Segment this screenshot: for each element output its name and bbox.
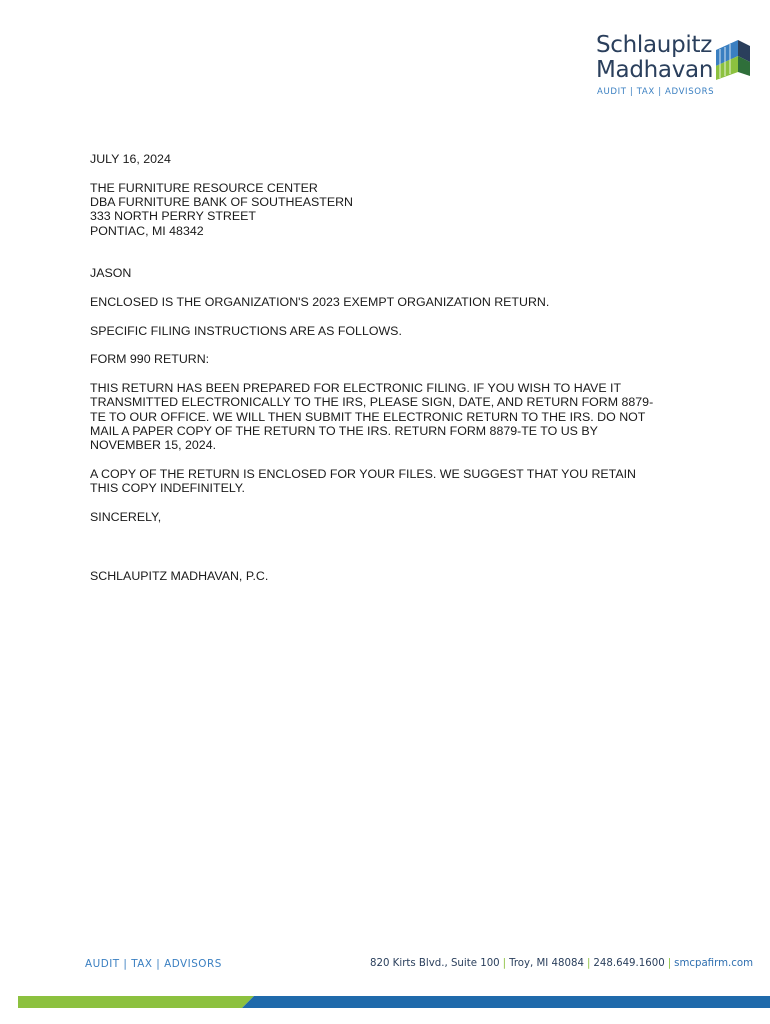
- paragraph-form-heading: FORM 990 RETURN:: [90, 352, 210, 367]
- footer-website: smcpafirm.com: [674, 958, 754, 969]
- footer-tagline: AUDIT | TAX | ADVISORS: [85, 958, 222, 970]
- footer-separator: |: [667, 958, 672, 969]
- footer-color-bar: [18, 996, 770, 1008]
- closing: SINCERELY,: [90, 510, 162, 525]
- logo-tagline: AUDIT | TAX | ADVISORS: [597, 87, 715, 97]
- letter-date: JULY 16, 2024: [90, 152, 171, 166]
- logo-name-line1: Schlaupitz: [596, 32, 712, 58]
- footer-bar-green: [18, 996, 254, 1008]
- recipient-line: PONTIAC, MI 48342: [90, 223, 204, 238]
- recipient-address: [90, 181, 690, 238]
- footer-separator: |: [586, 958, 591, 969]
- footer-separator: |: [502, 958, 507, 969]
- logo-mark-icon: [712, 40, 750, 80]
- footer-phone: 248.649.1600: [593, 958, 665, 969]
- recipient-line: THE FURNITURE RESOURCE CENTER: [90, 180, 318, 195]
- company-logo: [596, 32, 756, 102]
- paragraph-instructions: SPECIFIC FILING INSTRUCTIONS ARE AS FOLLOWS.: [90, 323, 402, 338]
- page-footer: [0, 955, 770, 975]
- recipient-line: DBA FURNITURE BANK OF SOUTHEASTERN: [90, 195, 353, 210]
- paragraph-electronic-filing: THIS RETURN HAS BEEN PREPARED FOR ELECTRONIC FILING. IF YOU WISH TO HAVE IT TRANSMITTED ELECTRONICALLY TO THE IRS, PLEASE SIGN, DATE, AND RETURN FORM 8879- TE TO OUR OFFICE. WE WILL THEN SUBMIT THE ELECTRONIC RETURN TO THE IRS. DO NOT MAIL A PAPER COPY OF THE RETURN TO THE IRS. RETURN FORM 8879-TE TO US BY NOVEMBER 15, 2024.: [90, 381, 654, 453]
- letter-body: [90, 152, 690, 583]
- paragraph-enclosed: ENCLOSED IS THE ORGANIZATION'S 2023 EXEMPT ORGANIZATION RETURN.: [90, 294, 550, 309]
- signature: SCHLAUPITZ MADHAVAN, P.C.: [90, 568, 269, 583]
- footer-city: Troy, MI 48084: [509, 958, 584, 969]
- footer-contact: [370, 958, 753, 969]
- footer-address: 820 Kirts Blvd., Suite 100: [370, 958, 500, 969]
- logo-name-line2: Madhavan: [596, 57, 714, 83]
- footer-bar-blue: [242, 996, 770, 1008]
- recipient-line: 333 NORTH PERRY STREET: [90, 209, 256, 224]
- salutation: JASON: [90, 265, 132, 280]
- paragraph-copy: A COPY OF THE RETURN IS ENCLOSED FOR YOUR FILES. WE SUGGEST THAT YOU RETAIN THIS COPY INDEFINITELY.: [90, 467, 636, 496]
